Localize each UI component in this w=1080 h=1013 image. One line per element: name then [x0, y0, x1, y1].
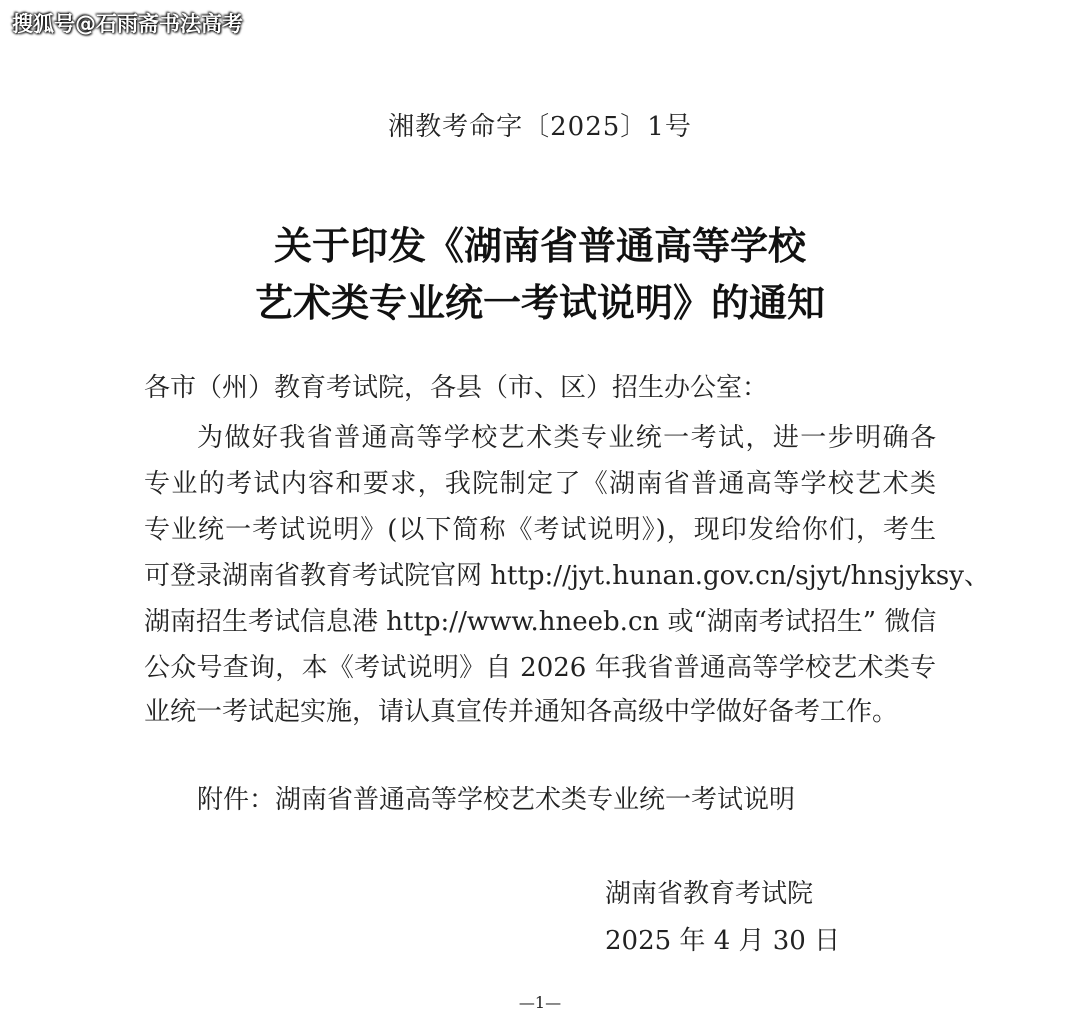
document-number: 湘教考命字〔2025〕1号: [388, 112, 692, 142]
salutation: 各市（州）教育考试院，各县（市、区）招生办公室：: [144, 373, 769, 403]
page-number: —1—: [518, 993, 562, 1012]
body-line-6: 公众号查询，本《考试说明》自 2026 年我省普通高等学校艺术类专: [144, 653, 936, 683]
signature-date: 2025 年 4 月 30 日: [605, 926, 841, 956]
signature-org: 湖南省教育考试院: [605, 879, 814, 909]
title-line-2: 艺术类专业统一考试说明》的通知: [254, 281, 825, 325]
attachment-line: 附件：湖南省普通高等学校艺术类专业统一考试说明: [197, 785, 796, 815]
sohu-watermark: 搜狐号@石雨斋书法高考: [12, 12, 243, 36]
body-line-3: 专业统一考试说明》(以下简称《考试说明》)，现印发给你们，考生: [144, 515, 936, 545]
title-line-1: 关于印发《湖南省普通高等学校: [273, 224, 806, 268]
body-line-7: 业统一考试起实施，请认真宣传并通知各高级中学做好备考工作。: [144, 697, 899, 727]
body-line-4: 可登录湖南省教育考试院官网 http://jyt.hunan.gov.cn/sjyt/hnsjyksy、: [144, 561, 990, 591]
body-line-1: 为做好我省普通高等学校艺术类专业统一考试，进一步明确各: [197, 423, 936, 453]
body-line-2: 专业的考试内容和要求，我院制定了《湖南省普通高等学校艺术类: [144, 469, 936, 499]
body-line-5: 湖南招生考试信息港 http://www.hneeb.cn 或“湖南考试招生” 微信: [144, 607, 937, 637]
